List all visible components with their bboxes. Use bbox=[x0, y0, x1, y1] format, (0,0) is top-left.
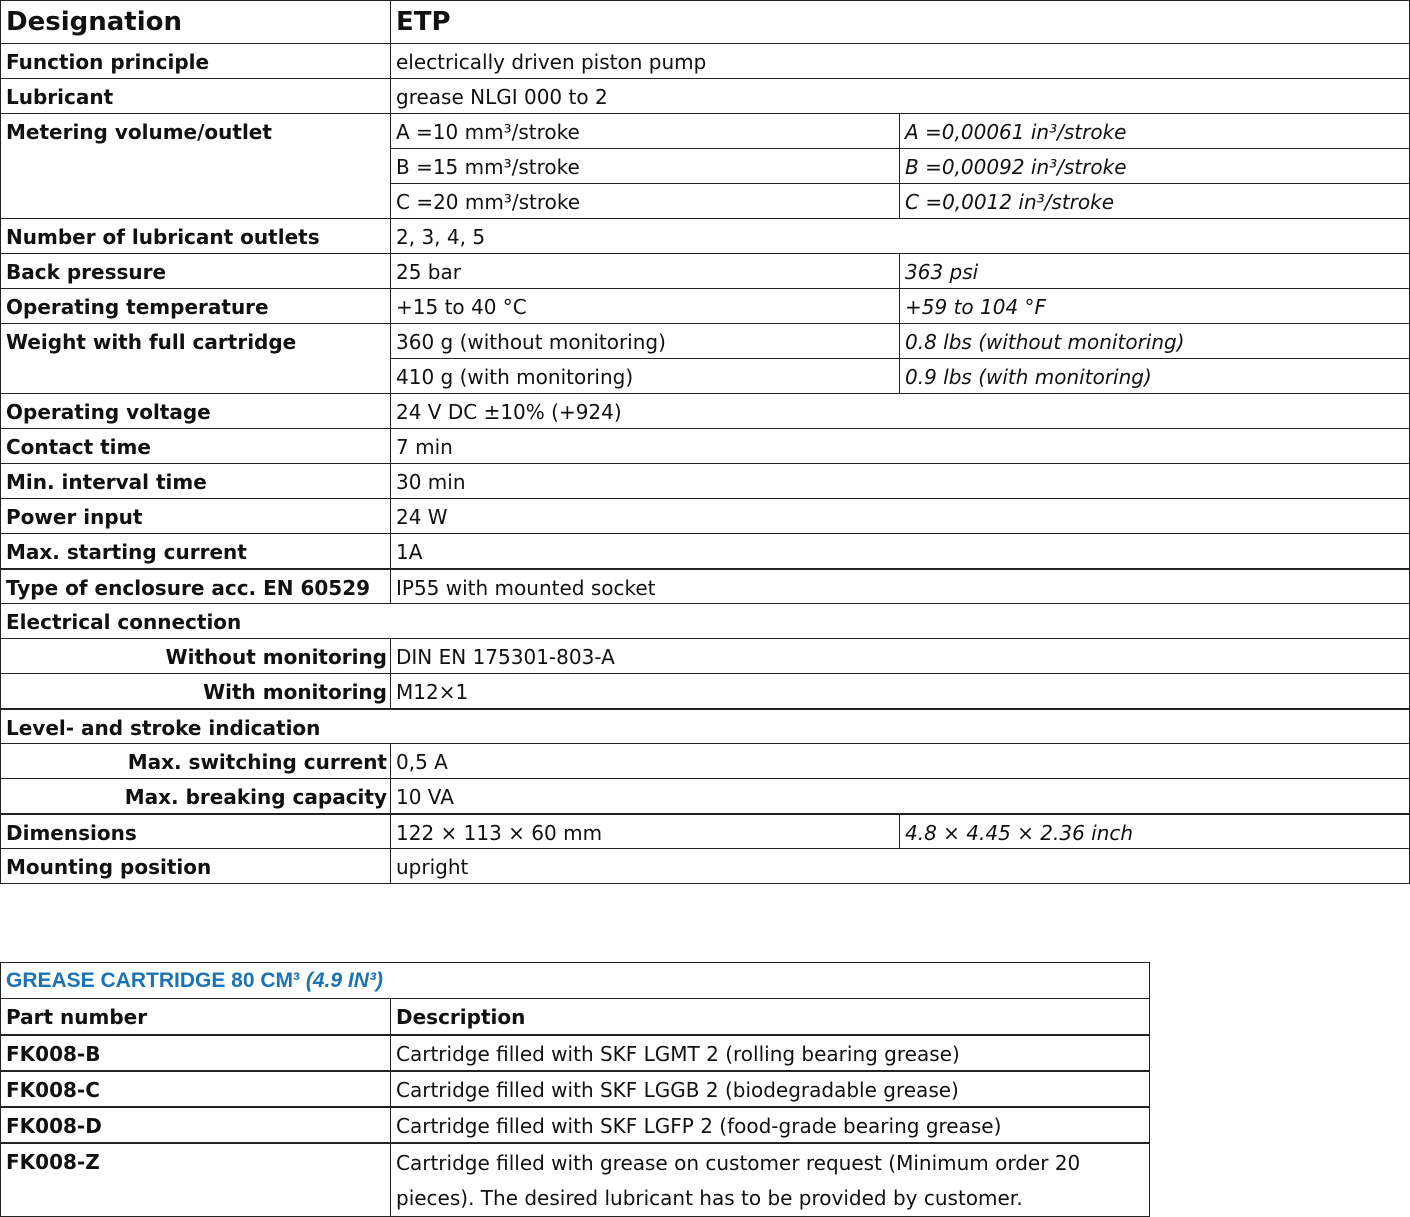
contact-time-row bbox=[1, 429, 1410, 464]
part-number: FK008-B bbox=[1, 1035, 391, 1071]
part-number-header: Part number bbox=[1, 999, 391, 1035]
row-label: Operating voltage bbox=[1, 394, 391, 429]
row-label: Type of enclosure acc. EN 60529 bbox=[1, 569, 391, 604]
section-label: Electrical connection bbox=[1, 604, 1410, 639]
designation-row bbox=[1, 1, 1410, 44]
voltage-row bbox=[1, 394, 1410, 429]
designation-value: ETP bbox=[391, 1, 1410, 44]
row-label: Back pressure bbox=[1, 254, 391, 289]
part-number: FK008-Z bbox=[1, 1143, 391, 1217]
row-value: electrically driven piston pump bbox=[391, 44, 1410, 79]
row-value: M12×1 bbox=[391, 674, 1410, 709]
row-label: Dimensions bbox=[1, 814, 391, 849]
cartridge-title-imperial: (4.9 IN³) bbox=[305, 969, 383, 992]
outlets-row bbox=[1, 219, 1410, 254]
description: Cartridge filled with SKF LGFP 2 (food-grade bearing grease) bbox=[391, 1107, 1150, 1143]
function-principle-row bbox=[1, 44, 1410, 79]
row-value-metric: 25 bar bbox=[391, 254, 900, 289]
row-label: Power input bbox=[1, 499, 391, 534]
metering-imperial: C =0,0012 in³/stroke bbox=[900, 184, 1410, 219]
row-value-imperial: 363 psi bbox=[900, 254, 1410, 289]
row-label: Mounting position bbox=[1, 849, 391, 884]
row-label: Number of lubricant outlets bbox=[1, 219, 391, 254]
row-label: Max. starting current bbox=[1, 534, 391, 569]
section-label: Level- and stroke indication bbox=[1, 709, 1410, 744]
row-value: 30 min bbox=[391, 464, 1410, 499]
row-label: Without monitoring bbox=[1, 639, 391, 674]
cartridge-row bbox=[1, 1035, 1150, 1071]
metering-metric: C =20 mm³/stroke bbox=[391, 184, 900, 219]
switching-current-row bbox=[1, 744, 1410, 779]
cartridge-header-row bbox=[1, 999, 1150, 1035]
row-value: grease NLGI 000 to 2 bbox=[391, 79, 1410, 114]
without-monitoring-row bbox=[1, 639, 1410, 674]
grease-cartridge-table bbox=[0, 962, 1150, 1217]
row-label: Lubricant bbox=[1, 79, 391, 114]
row-label: Contact time bbox=[1, 429, 391, 464]
row-value: upright bbox=[391, 849, 1410, 884]
row-value: 24 W bbox=[391, 499, 1410, 534]
cartridge-row bbox=[1, 1143, 1150, 1217]
row-label: Function principle bbox=[1, 44, 391, 79]
cartridge-row bbox=[1, 1107, 1150, 1143]
row-value: 10 VA bbox=[391, 779, 1410, 814]
row-value: IP55 with mounted socket bbox=[391, 569, 1410, 604]
row-label: Max. switching current bbox=[1, 744, 391, 779]
cartridge-row bbox=[1, 1071, 1150, 1107]
back-pressure-row bbox=[1, 254, 1410, 289]
row-label: Min. interval time bbox=[1, 464, 391, 499]
part-number: FK008-C bbox=[1, 1071, 391, 1107]
cartridge-title-text: GREASE CARTRIDGE 80 CM³ bbox=[6, 969, 301, 992]
breaking-capacity-row bbox=[1, 779, 1410, 814]
metering-metric: B =15 mm³/stroke bbox=[391, 149, 900, 184]
power-row bbox=[1, 499, 1410, 534]
row-value-imperial: 4.8 × 4.45 × 2.36 inch bbox=[900, 814, 1410, 849]
designation-label: Designation bbox=[1, 1, 391, 44]
row-value-imperial: 0.8 lbs (without monitoring) bbox=[900, 324, 1410, 359]
description: Cartridge filled with SKF LGMT 2 (rolling bearing grease) bbox=[391, 1035, 1150, 1071]
row-label: Operating temperature bbox=[1, 289, 391, 324]
part-number: FK008-D bbox=[1, 1107, 391, 1143]
cartridge-title-row bbox=[1, 963, 1150, 999]
electrical-connection-row bbox=[1, 604, 1410, 639]
weight-row-1 bbox=[1, 324, 1410, 359]
description-header: Description bbox=[391, 999, 1150, 1035]
mounting-row bbox=[1, 849, 1410, 884]
metering-metric: A =10 mm³/stroke bbox=[391, 114, 900, 149]
level-indication-row bbox=[1, 709, 1410, 744]
row-value: 0,5 A bbox=[391, 744, 1410, 779]
dimensions-row bbox=[1, 814, 1410, 849]
row-value: 2, 3, 4, 5 bbox=[391, 219, 1410, 254]
row-value-metric: +15 to 40 °C bbox=[391, 289, 900, 324]
row-value-imperial: +59 to 104 °F bbox=[900, 289, 1410, 324]
metering-row-a bbox=[1, 114, 1410, 149]
row-value: 1A bbox=[391, 534, 1410, 569]
enclosure-row bbox=[1, 569, 1410, 604]
metering-imperial: A =0,00061 in³/stroke bbox=[900, 114, 1410, 149]
row-value: 24 V DC ±10% (+924) bbox=[391, 394, 1410, 429]
lubricant-row bbox=[1, 79, 1410, 114]
description: Cartridge filled with SKF LGGB 2 (biodegradable grease) bbox=[391, 1071, 1150, 1107]
with-monitoring-row bbox=[1, 674, 1410, 709]
row-value-metric: 360 g (without monitoring) bbox=[391, 324, 900, 359]
row-label: Max. breaking capacity bbox=[1, 779, 391, 814]
row-value-metric: 410 g (with monitoring) bbox=[391, 359, 900, 394]
row-value: 7 min bbox=[391, 429, 1410, 464]
interval-row bbox=[1, 464, 1410, 499]
temperature-row bbox=[1, 289, 1410, 324]
row-value-metric: 122 × 113 × 60 mm bbox=[391, 814, 900, 849]
row-label: Metering volume/outlet bbox=[1, 114, 391, 219]
row-label: With monitoring bbox=[1, 674, 391, 709]
cartridge-title bbox=[1, 963, 1150, 999]
row-value: DIN EN 175301-803-A bbox=[391, 639, 1410, 674]
row-value-imperial: 0.9 lbs (with monitoring) bbox=[900, 359, 1410, 394]
starting-current-row bbox=[1, 534, 1410, 569]
metering-imperial: B =0,00092 in³/stroke bbox=[900, 149, 1410, 184]
row-label: Weight with full cartridge bbox=[1, 324, 391, 394]
description: Cartridge filled with grease on customer request (Minimum order 20 pieces). The desired lubricant has to be provided by customer. bbox=[391, 1143, 1150, 1217]
